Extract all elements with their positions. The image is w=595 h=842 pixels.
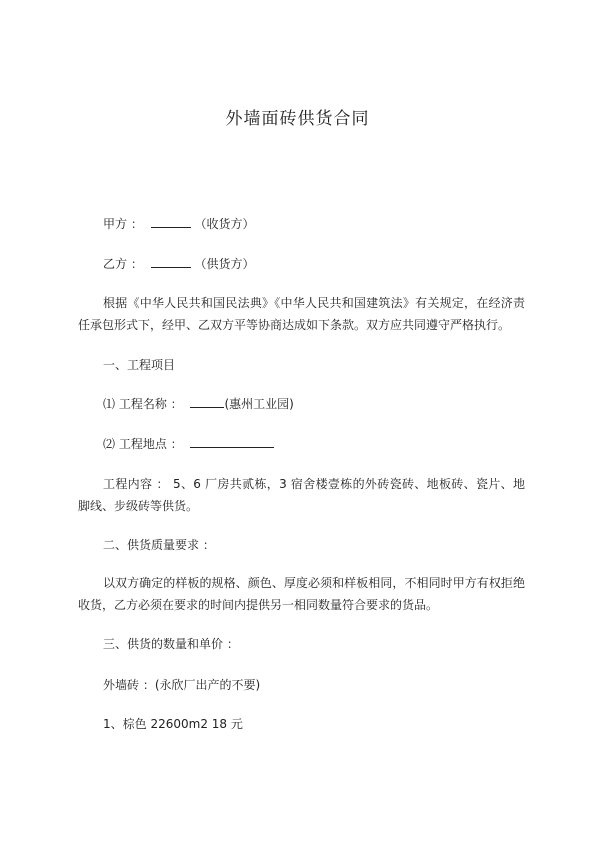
quality-paragraph: 以双方确定的样板的规格、颜色、厚度必须和样板相同，不相同时甲方有权拒绝收货，乙方必须在要求的时间内提供另一相同数量符合要求的货品。 bbox=[78, 576, 525, 612]
party-a-note: （收货方） bbox=[194, 217, 255, 231]
party-a-line bbox=[103, 214, 255, 234]
project-content-paragraph: 工程内容 ： 5、6 厂房共贰栋，3 宿舍楼壹栋的外砖瓷砖、地板砖、瓷片、地脚线、步级砖等供货。 bbox=[78, 477, 525, 513]
project-location-label: ⑵ 工程地点 ： bbox=[103, 437, 183, 451]
section3-heading: 三、供货的数量和单价 ： bbox=[103, 637, 239, 651]
project-name-value: (惠州工业园) bbox=[224, 397, 294, 411]
section1-heading: 一、工程项目 bbox=[103, 358, 176, 372]
party-b-note: （供货方） bbox=[194, 257, 255, 271]
project-name-blank bbox=[190, 395, 224, 408]
section2-heading: 二、供货质量要求 ： bbox=[103, 538, 215, 552]
exterior-tile-line: 外墙砖 ：(永欣厂出产的不要) bbox=[103, 678, 261, 692]
party-b-blank bbox=[151, 255, 191, 268]
party-b-line bbox=[103, 254, 255, 274]
project-name-line bbox=[103, 394, 294, 414]
document-title: 外墙面砖供货合同 bbox=[225, 109, 370, 129]
intro-paragraph: 根据《中华人民共和国民法典》《中华人民共和国建筑法》有关规定，在经济责任承包形式下，经甲、乙双方平等协商达成如下条款。双方应共同遵守严格执行。 bbox=[78, 296, 525, 332]
party-b-label: 乙方 ： bbox=[103, 257, 143, 271]
quantity-item-1: 1、棕色 22600m2 18 元 bbox=[103, 717, 243, 731]
party-a-blank bbox=[151, 215, 191, 228]
project-location-line bbox=[103, 434, 274, 454]
party-a-label: 甲方 ： bbox=[103, 217, 143, 231]
project-name-label: ⑴ 工程名称 ： bbox=[103, 397, 183, 411]
project-location-blank bbox=[190, 435, 274, 448]
